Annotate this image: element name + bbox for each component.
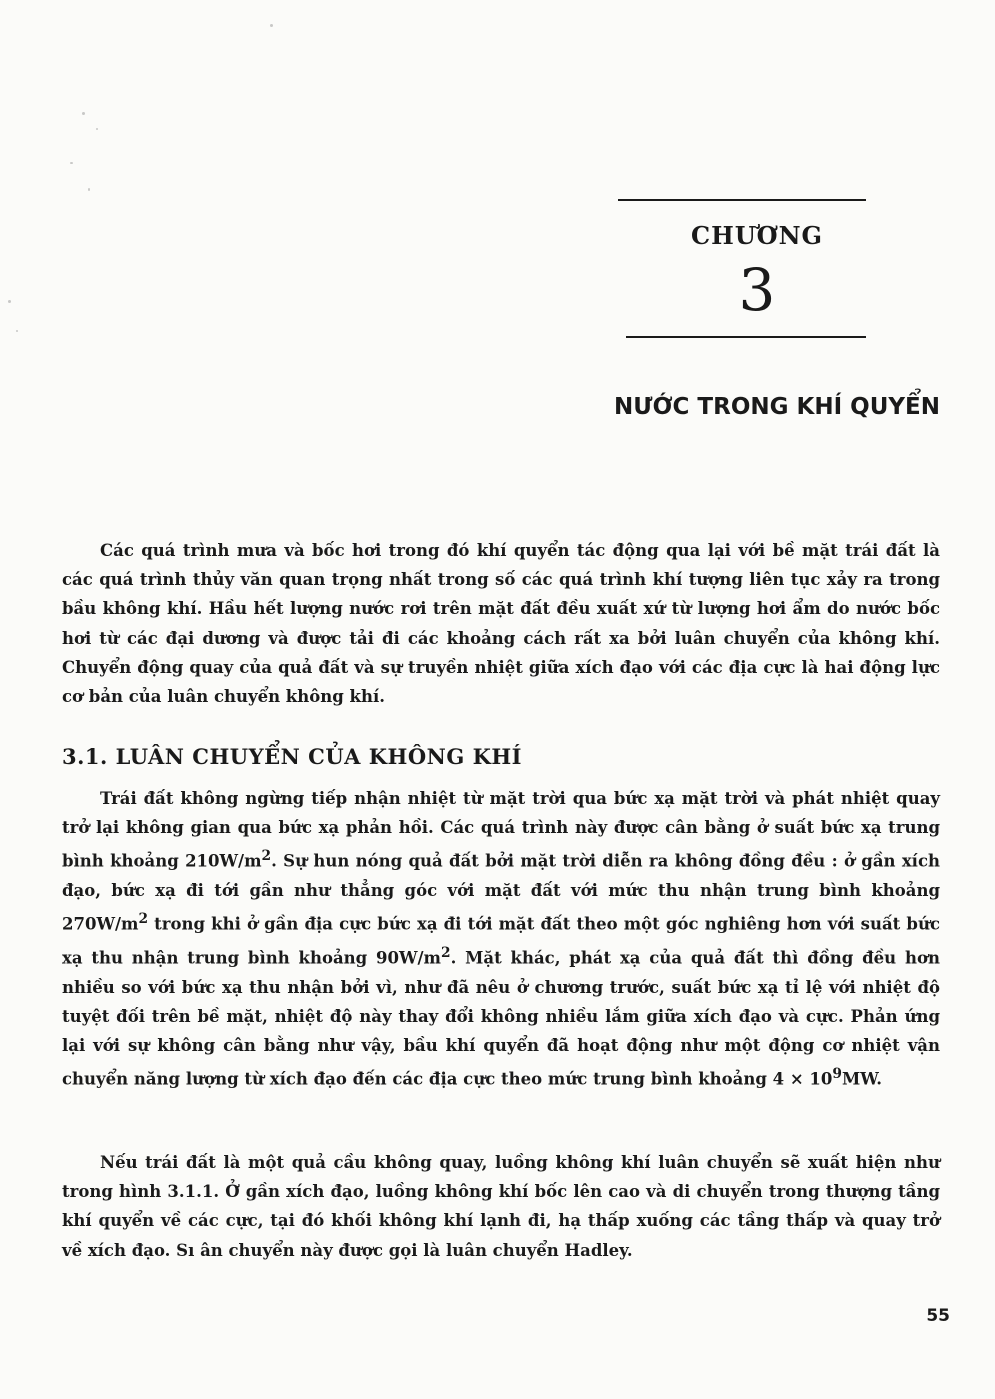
page-number: 55 [926, 1306, 950, 1326]
superscript: 2 [138, 911, 149, 928]
paragraph-text: . Sự hun nóng quả đất bởi mặt trời diễn ra không đồng đều : ở gần xích đạo, bức xạ đi tới gần như thẳng góc với mặt đất với mức thu nhận trung bình khoảng 270W/m [62, 851, 940, 934]
section-paragraph-1 [62, 784, 940, 1094]
scan-speck [270, 24, 273, 27]
scan-speck [82, 112, 85, 115]
chapter-number: 3 [738, 256, 776, 324]
scan-speck [8, 300, 11, 303]
superscript: 2 [261, 848, 272, 865]
chapter-rule-top [618, 199, 866, 201]
section-heading: 3.1. LUÂN CHUYỂN CỦA KHÔNG KHÍ [62, 744, 522, 769]
superscript: 2 [441, 945, 451, 962]
chapter-rule-bottom [626, 336, 866, 338]
superscript: 9 [832, 1066, 842, 1083]
paragraph-text: . Mặt khác, phát xạ của quả đất thì đồng đều hơn nhiều so với bức xạ thu nhận bởi vì, như đã nêu ở chương trước, suất bức xạ tỉ lệ với nhiệt độ tuyệt đối trên bề mặt, nhiệt độ này thay đổi không nhiều lắm giữa xích đạo và cực. Phản ứng lại với sự không cân bằng như vậy, bầu khí quyển đã hoạt động như một động cơ nhiệt vận chuyển năng lượng từ xích đạo đến các địa cực theo mức trung bình khoảng 4 × 10 [62, 948, 940, 1089]
scan-speck [96, 128, 98, 130]
scan-speck [70, 162, 73, 164]
paragraph-text: trong khi ở gần địa cực bức xạ đi tới mặt đất theo một góc nghiêng hơn với suất bức xạ thu nhận trung bình khoảng 90W/m [62, 914, 940, 968]
section-paragraph-2: Nếu trái đất là một quả cầu không quay, luồng không khí luân chuyển sẽ xuất hiện như trong hình 3.1.1. Ở gần xích đạo, luồng không khí bốc lên cao và di chuyển trong thượng tầng khí quyển về các cực, tại đó khối không khí lạnh đi, hạ thấp xuống các tầng thấp và quay trở về xích đạo. Sı ân chuyển này được gọi là luân chuyển Hadley. [62, 1153, 940, 1260]
chapter-heading-block [618, 199, 866, 338]
intro-paragraph: Các quá trình mưa và bốc hơi trong đó khí quyển tác động qua lại với bề mặt trái đất là các quá trình thủy văn quan trọng nhất trong số các quá trình khí tượng liên tục xảy ra trong bầu không khí. Hầu hết lượng nước rơi trên mặt đất đều xuất xứ từ lượng hơi ẩm do nước bốc hơi từ các đại dương và được tải đi các khoảng cách rất xa bởi luân chuyển của không khí. Chuyển động quay của quả đất và sự truyền nhiệt giữa xích đạo với các địa cực là hai động lực cơ bản của luân chuyển không khí. [62, 541, 940, 707]
scan-speck [16, 330, 18, 332]
paragraph-text: MW. [841, 1069, 882, 1089]
scan-speck [88, 188, 90, 191]
chapter-title: NƯỚC TRONG KHÍ QUYỂN [613, 394, 940, 420]
paragraph-text: Trái đất không ngừng tiếp nhận nhiệt từ mặt trời qua bức xạ mặt trời và phát nhiệt quay trở lại không gian qua bức xạ phản hồi. Các quá trình này được cân bằng ở suất bức xạ trung bình khoảng 210W/m [62, 789, 940, 871]
chapter-label: CHƯƠNG [690, 221, 824, 250]
